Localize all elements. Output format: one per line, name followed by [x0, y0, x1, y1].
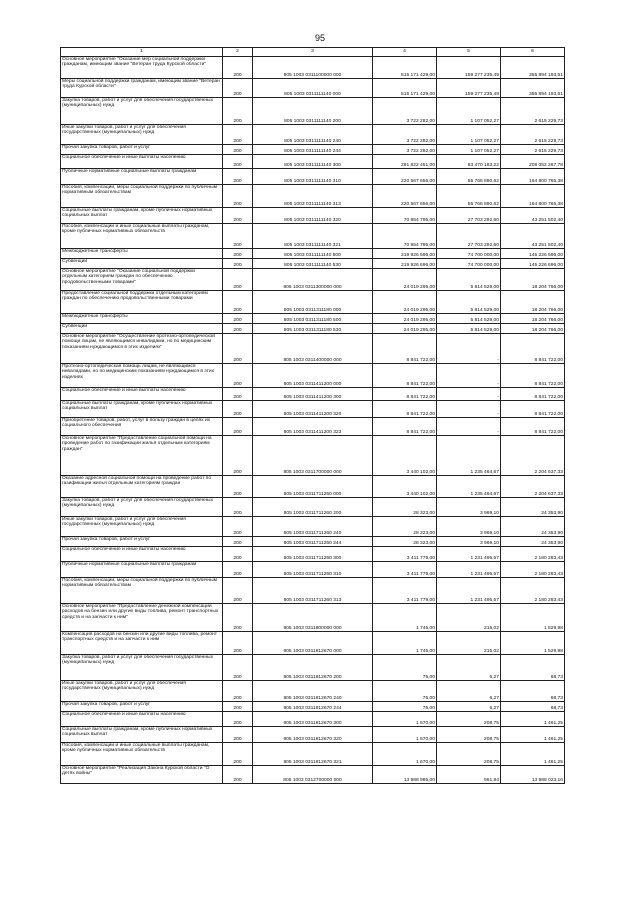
row-executed: 1 107 052,27: [437, 98, 501, 125]
row-name: Пособия, компенсации, меры социальной поддержки по публичным нормативным обязательствам: [61, 185, 223, 208]
row-remaining: 2 180 283,43: [501, 547, 565, 562]
row-name: Основное мероприятие "Оказание мер социальной поддержки гражданам, имеющим звание "Ветеран труда Курской области": [61, 57, 223, 79]
row-approved: 3 440 102,00: [373, 476, 437, 498]
row-code: 805 1003 0311411200 300: [253, 388, 373, 401]
row-executed: 6,27: [437, 702, 501, 712]
row-remaining: 1 529,98: [501, 604, 565, 632]
table-row: [61, 632, 565, 655]
table-row: [61, 364, 565, 388]
row-code: 805 1003 0311311180 530: [253, 324, 373, 334]
row-remaining: 145 226 696,00: [501, 259, 565, 269]
table-row: [61, 224, 565, 249]
row-executed: 3 969,10: [437, 537, 501, 547]
row-code: 805 1003 0311111140 500: [253, 249, 373, 259]
row-executed: -: [437, 334, 501, 364]
row-name: Иные закупки товаров, работ и услуг для обеспечения государственных (муниципальных) нужд: [61, 125, 223, 145]
row-grbs: 200: [223, 766, 253, 784]
row-remaining: 13 988 023,16: [501, 766, 565, 784]
row-approved: 1 670,00: [373, 727, 437, 743]
row-grbs: 200: [223, 169, 253, 185]
row-code: 805 1003 0311711260 313: [253, 578, 373, 604]
table-row: [61, 476, 565, 498]
row-approved: 1 745,00: [373, 604, 437, 632]
row-executed: -: [437, 401, 501, 418]
row-code: 805 1003 0311812670 240: [253, 681, 373, 702]
row-name: Межбюджетные трансферты: [61, 314, 223, 324]
row-remaining: 8 841 722,00: [501, 418, 565, 436]
row-remaining: 2 615 229,73: [501, 145, 565, 155]
row-code: 805 1003 0311812670 320: [253, 727, 373, 743]
budget-table: [60, 47, 565, 784]
row-code: 805 1003 0311111140 000: [253, 79, 373, 98]
row-approved: 70 954 795,00: [373, 224, 437, 249]
row-remaining: 24 353,90: [501, 537, 565, 547]
row-grbs: 200: [223, 185, 253, 208]
row-approved: 28 323,00: [373, 517, 437, 537]
table-row: [61, 269, 565, 291]
row-remaining: 2 204 637,33: [501, 436, 565, 476]
table-row: [61, 185, 565, 208]
row-name: Закупка товаров, работ и услуг для обеспечения государственных (муниципальных) нужд: [61, 98, 223, 125]
row-grbs: 200: [223, 537, 253, 547]
row-code: 805 1003 0311812670 244: [253, 702, 373, 712]
header-cell: 4: [373, 48, 437, 57]
row-approved: 28 323,00: [373, 498, 437, 517]
row-approved: 515 171 429,00: [373, 57, 437, 79]
row-executed: 3 969,10: [437, 498, 501, 517]
row-remaining: 2 180 283,43: [501, 562, 565, 578]
row-remaining: 2 615 229,73: [501, 98, 565, 125]
row-code: 805 1003 0311411200 323: [253, 418, 373, 436]
row-grbs: 200: [223, 547, 253, 562]
row-approved: 220 567 656,00: [373, 185, 437, 208]
row-name: Прочая закупка товаров, работ и услуг: [61, 537, 223, 547]
row-executed: 83 470 183,22: [437, 155, 501, 169]
row-name: Основное мероприятие "Осуществление протезно-ортопедической помощи лицам, не являющимся инвалидами, но по медицинским показаниям нуждающимся в этих изделиях": [61, 334, 223, 364]
row-grbs: 200: [223, 476, 253, 498]
table-row: [61, 169, 565, 185]
row-name: Оказание адресной социальной помощи на проведение работ по газификации жилья отдельным категориям граждан: [61, 476, 223, 498]
row-executed: 1 107 052,27: [437, 145, 501, 155]
row-approved: 75,00: [373, 681, 437, 702]
row-approved: 75,00: [373, 702, 437, 712]
row-executed: 27 703 292,60: [437, 208, 501, 224]
row-approved: 8 841 722,00: [373, 364, 437, 388]
row-approved: 1 670,00: [373, 712, 437, 727]
table-row: [61, 324, 565, 334]
row-code: 805 1003 0312700000 000: [253, 766, 373, 784]
table-row: [61, 125, 565, 145]
row-approved: 220 567 656,00: [373, 169, 437, 185]
row-code: 805 1003 0311300000 000: [253, 269, 373, 291]
row-code: 805 1003 0311711260 240: [253, 517, 373, 537]
row-name: Закупка товаров, работ и услуг для обеспечения государственных (муниципальных) нужд: [61, 498, 223, 517]
table-row: [61, 743, 565, 766]
table-row: [61, 334, 565, 364]
row-code: 805 1003 0311711260 300: [253, 547, 373, 562]
row-name: Предоставление социальной поддержки отдельным категориям граждан по обеспечению продовольственными товарами: [61, 291, 223, 314]
page-number: 95: [314, 33, 325, 43]
table-row: [61, 655, 565, 681]
row-name: Социальные выплаты гражданам, кроме публичных нормативных социальных выплат: [61, 208, 223, 224]
header-row: [61, 48, 565, 57]
table-row: [61, 498, 565, 517]
row-remaining: 68,73: [501, 702, 565, 712]
row-executed: 159 277 235,49: [437, 79, 501, 98]
row-code: 805 1003 0311111140 300: [253, 155, 373, 169]
row-grbs: 200: [223, 145, 253, 155]
row-remaining: 1 529,98: [501, 632, 565, 655]
row-name: Социальное обеспечение и иные выплаты населению: [61, 712, 223, 727]
row-code: 805 1003 0311700000 000: [253, 436, 373, 476]
row-remaining: 2 180 283,43: [501, 578, 565, 604]
row-grbs: 200: [223, 517, 253, 537]
row-grbs: 200: [223, 291, 253, 314]
row-executed: 1 231 495,57: [437, 578, 501, 604]
row-grbs: 200: [223, 578, 253, 604]
row-approved: 8 841 722,00: [373, 388, 437, 401]
row-code: 805 1003 0311111140 321: [253, 224, 373, 249]
row-remaining: 68,73: [501, 681, 565, 702]
row-remaining: 43 251 502,40: [501, 208, 565, 224]
header-cell: 6: [501, 48, 565, 57]
row-code: 805 1003 0311711260 200: [253, 498, 373, 517]
row-approved: 24 019 295,00: [373, 324, 437, 334]
row-name: Иные закупки товаров, работ и услуг для обеспечения государственных (муниципальных) нужд: [61, 681, 223, 702]
row-executed: 55 766 890,62: [437, 185, 501, 208]
row-approved: 28 323,00: [373, 537, 437, 547]
row-code: 805 1003 0311111140 240: [253, 125, 373, 145]
table-row: [61, 578, 565, 604]
table-row: [61, 702, 565, 712]
row-grbs: 200: [223, 314, 253, 324]
row-executed: 1 107 052,27: [437, 125, 501, 145]
row-name: Основное мероприятие "Реализация Закона Курской области "О детях войны": [61, 766, 223, 784]
header-cell: 5: [437, 48, 501, 57]
row-approved: 3 722 282,00: [373, 125, 437, 145]
table-row: [61, 517, 565, 537]
row-name: Меры социальной поддержки гражданам, имеющим звание "Ветеран труда Курской области": [61, 79, 223, 98]
row-approved: 13 988 985,00: [373, 766, 437, 784]
row-remaining: 1 461,25: [501, 727, 565, 743]
header-cell: 1: [61, 48, 223, 57]
row-remaining: 164 800 765,38: [501, 169, 565, 185]
row-approved: 219 926 696,00: [373, 259, 437, 269]
row-executed: 5 814 529,00: [437, 291, 501, 314]
row-executed: 5 814 529,00: [437, 324, 501, 334]
row-approved: 291 822 451,00: [373, 155, 437, 169]
table-row: [61, 57, 565, 79]
row-grbs: 200: [223, 249, 253, 259]
row-grbs: 200: [223, 498, 253, 517]
row-code: 805 1003 0311111140 320: [253, 208, 373, 224]
row-remaining: 1 461,25: [501, 712, 565, 727]
row-executed: -: [437, 418, 501, 436]
row-code: 805 1003 0311711260 310: [253, 562, 373, 578]
row-remaining: 18 204 766,00: [501, 324, 565, 334]
row-remaining: 24 353,90: [501, 517, 565, 537]
row-name: Пособия, компенсации и иные социальные выплаты гражданам, кроме публичных нормативных обязательств: [61, 224, 223, 249]
row-name: Основное мероприятие "Предоставление социальной помощи на проведение работ по газификации жилья отдельным категориям граждан": [61, 436, 223, 476]
row-executed: 1 231 495,57: [437, 562, 501, 578]
table-row: [61, 436, 565, 476]
row-executed: 159 277 235,49: [437, 57, 501, 79]
row-code: 805 1003 0311711260 244: [253, 537, 373, 547]
row-executed: 1 231 495,57: [437, 547, 501, 562]
row-executed: 1 235 464,67: [437, 436, 501, 476]
row-executed: 5 814 529,00: [437, 314, 501, 324]
row-approved: 3 411 779,00: [373, 562, 437, 578]
row-name: Публичные нормативные социальные выплаты гражданам: [61, 169, 223, 185]
table-row: [61, 562, 565, 578]
row-code: 805 1003 0311800000 000: [253, 604, 373, 632]
row-grbs: 200: [223, 743, 253, 766]
row-grbs: 200: [223, 418, 253, 436]
row-grbs: 200: [223, 655, 253, 681]
row-name: Социальное обеспечение и иные выплаты населению: [61, 155, 223, 169]
row-name: Прочая закупка товаров, работ и услуг: [61, 702, 223, 712]
row-remaining: 68,73: [501, 655, 565, 681]
row-executed: 5 814 529,00: [437, 269, 501, 291]
row-grbs: 200: [223, 702, 253, 712]
row-grbs: 200: [223, 436, 253, 476]
row-remaining: 8 841 722,00: [501, 364, 565, 388]
row-name: Социальные выплаты гражданам, кроме публичных нормативных социальных выплат: [61, 727, 223, 743]
row-grbs: 200: [223, 259, 253, 269]
row-name: Компенсация расходов на бензин или другие виды топлива, ремонт транспортных средств и на запчасти к ним: [61, 632, 223, 655]
row-code: 805 1003 0311111140 244: [253, 145, 373, 155]
row-grbs: 200: [223, 681, 253, 702]
row-executed: 215,02: [437, 632, 501, 655]
row-remaining: 18 204 766,00: [501, 269, 565, 291]
row-executed: 1 235 464,67: [437, 476, 501, 498]
row-grbs: 200: [223, 155, 253, 169]
table-row: [61, 712, 565, 727]
row-executed: 6,27: [437, 655, 501, 681]
row-code: 805 1003 0311812670 300: [253, 712, 373, 727]
row-remaining: 145 226 696,00: [501, 249, 565, 259]
header-cell: 2: [223, 48, 253, 57]
row-code: 805 1003 0311711260 000: [253, 476, 373, 498]
row-code: 805 1003 0311812670 000: [253, 632, 373, 655]
row-name: Субвенции: [61, 259, 223, 269]
row-approved: 24 019 295,00: [373, 314, 437, 324]
row-executed: 27 703 292,60: [437, 224, 501, 249]
row-remaining: 18 204 766,00: [501, 291, 565, 314]
row-approved: 8 841 722,00: [373, 418, 437, 436]
row-grbs: 200: [223, 388, 253, 401]
row-approved: 3 722 282,00: [373, 98, 437, 125]
row-executed: 74 700 000,00: [437, 259, 501, 269]
table-row: [61, 249, 565, 259]
row-remaining: 164 800 765,38: [501, 185, 565, 208]
row-code: 805 1003 0311111140 313: [253, 185, 373, 208]
row-grbs: 200: [223, 364, 253, 388]
row-executed: 208,75: [437, 727, 501, 743]
row-remaining: 355 894 193,51: [501, 57, 565, 79]
row-approved: 1 745,00: [373, 632, 437, 655]
row-approved: 1 670,00: [373, 743, 437, 766]
row-approved: 75,00: [373, 655, 437, 681]
row-remaining: 208 052 267,78: [501, 155, 565, 169]
row-remaining: 8 841 722,00: [501, 388, 565, 401]
row-remaining: 1 461,25: [501, 743, 565, 766]
row-approved: 3 440 102,00: [373, 436, 437, 476]
row-executed: -: [437, 364, 501, 388]
row-grbs: 200: [223, 125, 253, 145]
row-code: 805 1003 0311411200 000: [253, 364, 373, 388]
row-approved: 70 954 795,00: [373, 208, 437, 224]
row-executed: 208,75: [437, 743, 501, 766]
row-grbs: 200: [223, 57, 253, 79]
row-grbs: 200: [223, 604, 253, 632]
row-remaining: 2 204 637,33: [501, 476, 565, 498]
row-remaining: 24 353,90: [501, 498, 565, 517]
row-code: 805 1003 0311812670 200: [253, 655, 373, 681]
row-executed: -: [437, 388, 501, 401]
row-code: 805 1003 0311100000 000: [253, 57, 373, 79]
table-row: [61, 727, 565, 743]
row-grbs: 200: [223, 98, 253, 125]
row-name: Основное мероприятие "Предоставление денежной компенсации расходов на бензин или другие виды топлива, ремонт транспортных средств и на запчасти к ним": [61, 604, 223, 632]
row-approved: 8 841 722,00: [373, 401, 437, 418]
table-row: [61, 604, 565, 632]
row-approved: 24 019 295,00: [373, 269, 437, 291]
row-code: 805 1003 0311111140 530: [253, 259, 373, 269]
row-name: Пособия, компенсации и иные социальные выплаты гражданам, кроме публичных нормативных обязательств: [61, 743, 223, 766]
row-grbs: 200: [223, 632, 253, 655]
table-row: [61, 259, 565, 269]
row-executed: 74 700 000,00: [437, 249, 501, 259]
row-grbs: 200: [223, 208, 253, 224]
row-code: 805 1003 0311411200 320: [253, 401, 373, 418]
row-grbs: 200: [223, 269, 253, 291]
table-row: [61, 208, 565, 224]
table-row: [61, 547, 565, 562]
row-executed: 208,75: [437, 712, 501, 727]
row-executed: 55 766 890,62: [437, 169, 501, 185]
row-name: Публичные нормативные социальные выплаты гражданам: [61, 562, 223, 578]
row-grbs: 200: [223, 224, 253, 249]
row-grbs: 200: [223, 79, 253, 98]
table-row: [61, 79, 565, 98]
row-grbs: 200: [223, 334, 253, 364]
row-name: Пособия, компенсации, меры социальной поддержки по публичным нормативным обязательствам: [61, 578, 223, 604]
table-row: [61, 681, 565, 702]
row-grbs: 200: [223, 727, 253, 743]
row-name: Иные закупки товаров, работ и услуг для обеспечения государственных (муниципальных) нужд: [61, 517, 223, 537]
row-approved: 219 926 696,00: [373, 249, 437, 259]
row-approved: 515 171 429,00: [373, 79, 437, 98]
row-grbs: 200: [223, 712, 253, 727]
row-approved: 24 019 295,00: [373, 291, 437, 314]
header-cell: 3: [253, 48, 373, 57]
row-remaining: 8 841 722,00: [501, 401, 565, 418]
table-row: [61, 145, 565, 155]
row-executed: 6,27: [437, 681, 501, 702]
table-row: [61, 537, 565, 547]
row-grbs: 200: [223, 324, 253, 334]
row-code: 805 1003 0311111140 200: [253, 98, 373, 125]
table-row: [61, 401, 565, 418]
row-grbs: 200: [223, 562, 253, 578]
row-remaining: 8 841 722,00: [501, 334, 565, 364]
row-name: Закупка товаров, работ и услуг для обеспечения государственных (муниципальных) нужд: [61, 655, 223, 681]
row-name: Протезно-ортопедическая помощь лицам, не являющимся инвалидами, но по медицинским показаниям нуждающимся в этих изделиях: [61, 364, 223, 388]
row-code: 805 1003 0311111140 310: [253, 169, 373, 185]
row-name: Социальное обеспечение и иные выплаты населению: [61, 547, 223, 562]
row-name: Приобретение товаров, работ, услуг в пользу граждан в целях их социального обеспечения: [61, 418, 223, 436]
table-row: [61, 291, 565, 314]
row-approved: 3 411 779,00: [373, 547, 437, 562]
row-name: Межбюджетные трансферты: [61, 249, 223, 259]
table-row: [61, 155, 565, 169]
table-row: [61, 388, 565, 401]
row-executed: 3 969,10: [437, 517, 501, 537]
row-code: 805 1003 0311311180 000: [253, 291, 373, 314]
row-approved: 3 722 282,00: [373, 145, 437, 155]
row-name: Социальные выплаты гражданам, кроме публичных нормативных социальных выплат: [61, 401, 223, 418]
row-name: Субвенции: [61, 324, 223, 334]
table-row: [61, 314, 565, 324]
row-code: 805 1003 0311311180 500: [253, 314, 373, 324]
row-name: Основное мероприятие "Оказание социальной поддержки отдельным категориям граждан по обеспечению продовольственными товарами": [61, 269, 223, 291]
row-remaining: 355 894 193,51: [501, 79, 565, 98]
row-executed: 215,02: [437, 604, 501, 632]
row-remaining: 2 615 229,73: [501, 125, 565, 145]
table-row: [61, 98, 565, 125]
row-grbs: 200: [223, 401, 253, 418]
row-code: 805 1003 0311812670 321: [253, 743, 373, 766]
row-code: 805 1003 0311400000 000: [253, 334, 373, 364]
row-remaining: 43 251 502,40: [501, 224, 565, 249]
row-remaining: 18 204 766,00: [501, 314, 565, 324]
row-approved: 3 411 779,00: [373, 578, 437, 604]
row-approved: 8 841 722,00: [373, 334, 437, 364]
row-name: Прочая закупка товаров, работ и услуг: [61, 145, 223, 155]
table-row: [61, 766, 565, 784]
row-name: Социальное обеспечение и иные выплаты населению: [61, 388, 223, 401]
table-row: [61, 418, 565, 436]
row-executed: 961,84: [437, 766, 501, 784]
